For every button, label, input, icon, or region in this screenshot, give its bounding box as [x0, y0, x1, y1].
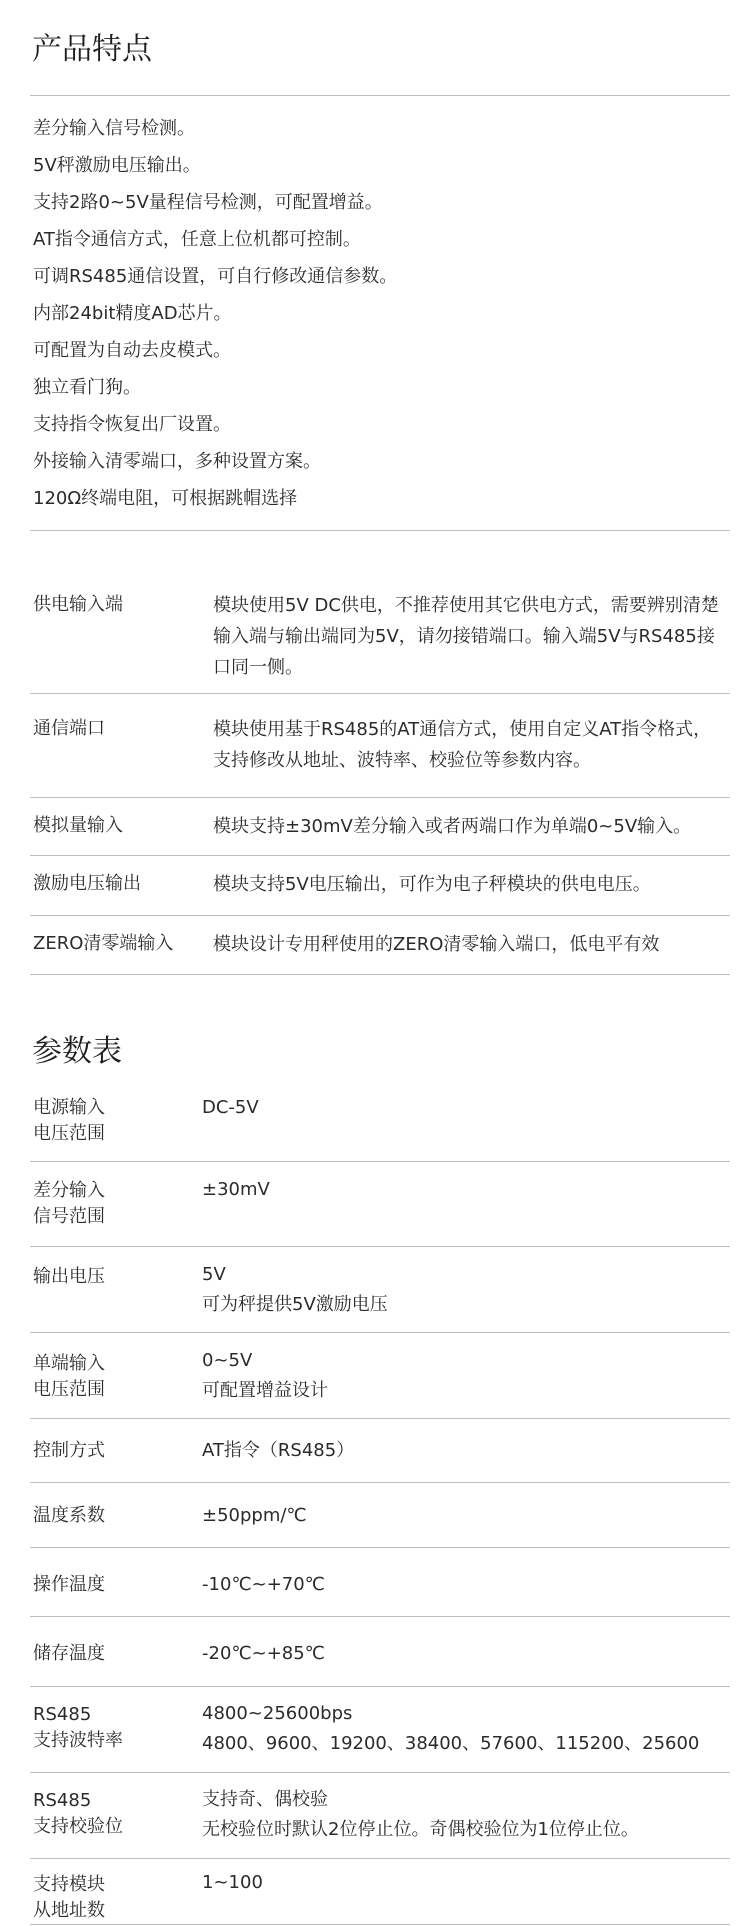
interface-desc: 模块支持5V电压输出，可作为电子秤模块的供电电压。	[213, 874, 651, 895]
param-name: 支持模块 从地址数	[33, 1874, 105, 1921]
interface-row	[30, 580, 730, 694]
param-value: 4800~25600bps 4800、9600、19200、38400、57600、115200、25600	[202, 1703, 700, 1754]
param-name: 输出电压	[33, 1266, 105, 1287]
interface-name: 供电输入端	[33, 594, 123, 615]
feature-item: 支持指令恢复出厂设置。	[33, 414, 231, 435]
feature-item: 独立看门狗。	[33, 377, 141, 398]
param-row	[30, 1859, 730, 1925]
interface-row	[30, 856, 730, 916]
interface-row	[30, 694, 730, 798]
param-row	[30, 1548, 730, 1617]
params-title: 参数表	[32, 1034, 122, 1069]
param-value: AT指令（RS485）	[202, 1440, 355, 1461]
interface-name: ZERO清零端输入	[33, 933, 174, 954]
feature-item: 可调RS485通信设置，可自行修改通信参数。	[33, 266, 398, 287]
param-value: 5V 可为秤提供5V激励电压	[202, 1264, 388, 1315]
param-value: 1~100	[202, 1872, 263, 1893]
param-row	[30, 1617, 730, 1687]
param-value: ±50ppm/℃	[202, 1505, 307, 1526]
param-row	[30, 1247, 730, 1333]
param-value: DC-5V	[202, 1097, 259, 1118]
param-name: 控制方式	[33, 1440, 105, 1461]
feature-item: AT指令通信方式，任意上位机都可控制。	[33, 229, 361, 250]
param-value: 支持奇、偶校验 无校验位时默认2位停止位。奇偶校验位为1位停止位。	[202, 1789, 639, 1840]
features-list	[33, 110, 723, 517]
param-name: 操作温度	[33, 1574, 105, 1595]
param-name: 电源输入 电压范围	[33, 1097, 105, 1144]
param-value: ±30mV	[202, 1179, 270, 1200]
param-name: 储存温度	[33, 1643, 105, 1664]
interface-desc: 模块支持±30mV差分输入或者两端口作为单端0~5V输入。	[213, 816, 692, 837]
feature-item: 内部24bit精度AD芯片。	[33, 303, 232, 324]
param-name: RS485 支持校验位	[33, 1790, 123, 1837]
interface-desc: 模块设计专用秤使用的ZERO清零输入端口，低电平有效	[213, 934, 660, 955]
interface-name: 激励电压输出	[33, 873, 141, 894]
param-name: 温度系数	[33, 1505, 105, 1526]
interface-row	[30, 798, 730, 856]
feature-item: 可配置为自动去皮模式。	[33, 340, 231, 361]
feature-item: 5V秤激励电压输出。	[33, 155, 201, 176]
param-name: 单端输入 电压范围	[33, 1353, 105, 1400]
interface-row	[30, 916, 730, 975]
param-row	[30, 1085, 730, 1162]
interface-name: 通信端口	[33, 718, 105, 739]
feature-item: 120Ω终端电阻，可根据跳帽选择	[33, 488, 298, 509]
feature-item: 支持2路0~5V量程信号检测，可配置增益。	[33, 192, 383, 213]
param-value: 0~5V 可配置增益设计	[202, 1350, 328, 1401]
interface-desc: 模块使用基于RS485的AT通信方式，使用自定义AT指令格式，支持修改从地址、波特率、校验位等参数内容。	[213, 719, 712, 771]
param-row	[30, 1687, 730, 1773]
interface-name: 模拟量输入	[33, 815, 123, 836]
param-name: RS485 支持波特率	[33, 1704, 123, 1751]
param-name: 差分输入 信号范围	[33, 1180, 105, 1227]
param-value: -10℃~+70℃	[202, 1574, 325, 1595]
feature-item: 差分输入信号检测。	[33, 118, 195, 139]
features-bottom-divider	[30, 530, 730, 531]
features-top-divider	[30, 95, 730, 96]
param-row	[30, 1333, 730, 1419]
features-title: 产品特点	[32, 32, 152, 67]
param-row	[30, 1419, 730, 1483]
interface-desc: 模块使用5V DC供电，不推荐使用其它供电方式，需要辨别清楚输入端与输出端同为5V，请勿接错端口。输入端5V与RS485接口同一侧。	[213, 595, 719, 678]
feature-item: 外接输入清零端口，多种设置方案。	[33, 451, 321, 472]
param-row	[30, 1162, 730, 1247]
param-row	[30, 1483, 730, 1548]
param-value: -20℃~+85℃	[202, 1643, 325, 1664]
param-row	[30, 1773, 730, 1859]
